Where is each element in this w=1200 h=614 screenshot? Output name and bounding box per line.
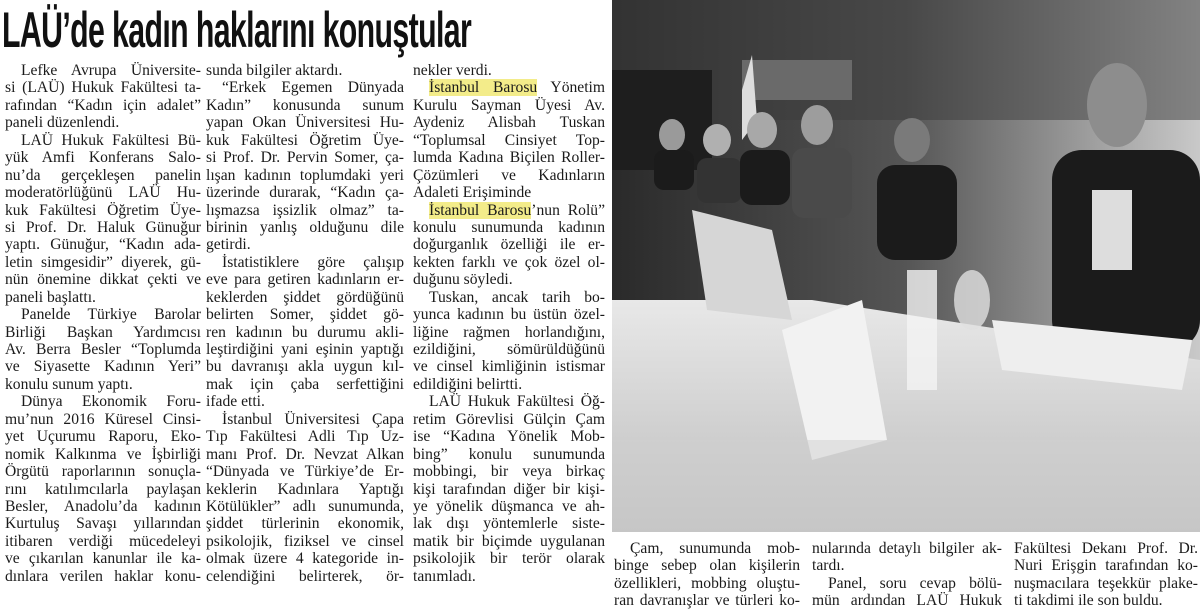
text-line: Çözümleri ve Kadınların: [413, 166, 605, 184]
text-line: Aydeniz Alisbah Tuskan: [413, 114, 605, 132]
text-line: Birliği Başkan Yardımcısı: [5, 323, 201, 341]
text-line: eve para getiren kadınların er-: [206, 271, 404, 289]
article-column-6: [1014, 540, 1198, 610]
text-line: ran davranışlar ve türleri ko-: [614, 592, 800, 610]
text-line: belirten Somer, şiddet gö-: [206, 306, 404, 324]
text-line: manı Prof. Dr. Nevzat Alkan: [206, 445, 404, 463]
text-line: ren kadının bu durumu akli-: [206, 323, 404, 341]
glass: [954, 270, 990, 330]
text-line: ve cinsel kimliğinin istismar: [413, 358, 605, 376]
text-line: Besler, Anadolu’da kadının: [5, 497, 201, 515]
text-line: konulu sunum yaptı.: [5, 375, 133, 393]
text-line: retim Görevlisi Gülçin Çam: [413, 410, 605, 428]
text-line: bing” konulu sunumunda: [413, 445, 605, 463]
text-line: Kurtuluş Savaşı yıllarından: [5, 515, 201, 533]
text-line: yük Amfi Konferans Salo-: [5, 149, 201, 167]
text-line: paneli düzenlendi.: [5, 114, 120, 132]
text-line: İstatistiklere göre çalışıp: [222, 253, 404, 271]
text-line: özellikleri, mobbing oluştu-: [614, 574, 800, 592]
headline: LAÜ’de kadın haklarını konuştular: [2, 2, 472, 58]
text-line: yapan Okan Üniversitesi Hu-: [206, 114, 404, 132]
text-line: leştirdiğini yani eşinin yaptığı: [206, 341, 404, 358]
text-line: keklerin Kadınlara Yaptığı: [206, 480, 404, 498]
text-line: ise “Kadına Yönelik Mob-: [413, 428, 605, 446]
text-line: liğine rağmen horlandığını,: [413, 323, 605, 341]
text-line: keklerden şiddet gördüğünü: [206, 288, 404, 306]
text-line: birinin yanlış olduğunu dile: [206, 218, 404, 236]
text-line: tardı.: [812, 557, 845, 575]
text-line: Tuskan, ancak tarih bo-: [429, 288, 605, 306]
text-line: Tıp Fakültesi Adli Tıp Uz-: [206, 428, 404, 446]
text-line: doğurganlık özelliği ile er-: [413, 236, 605, 254]
text-line: letin simgesidir” diyerek, gü-: [5, 253, 201, 271]
text-line: LAÜ Hukuk Fakültesi Öğ-: [429, 393, 605, 411]
text-line: üzerinde durarak, “Kadın ça-: [206, 184, 404, 202]
text-line: ve çıkarılan kanunlar ile ka-: [5, 550, 201, 568]
text-line: nün önemine dikkat çekti ve: [5, 271, 201, 289]
text-line: tanımladı.: [413, 567, 476, 585]
text-line: paneli başlattı.: [5, 288, 96, 306]
text-line: Panelde Türkiye Barolar: [21, 306, 201, 324]
water-bottle: [907, 270, 937, 390]
text-line: yunca kadının bu üstün özel-: [413, 306, 605, 324]
text-line: mu’nun 2016 Küresel Cinsi-: [5, 410, 201, 428]
highlighted-text: İstanbul Barosu: [429, 79, 538, 97]
article-column-2: [206, 62, 404, 585]
text-line: moderatörlüğünü LAÜ Hu-: [5, 184, 201, 202]
text-line: Lefke Avrupa Üniversite-: [21, 62, 201, 79]
text-line: nekler verdi.: [413, 62, 492, 79]
text-line: bu davranışı akla uygun kıl-: [206, 358, 404, 376]
article-column-5: [812, 540, 1002, 610]
text-line: lumda Kadına Biçilen Roller-: [413, 149, 605, 167]
text-line: nomik Kalkınma ve İşbirliği: [5, 445, 201, 463]
text-line: mak için çaba serfettiğini: [206, 375, 404, 393]
text-line: si Prof. Dr. Pervin Somer, ça-: [206, 149, 404, 167]
text-line: rafından “Kadın için adalet”: [5, 96, 201, 114]
text-line: lışmazsa işsizlik olmaz” ta-: [206, 201, 404, 219]
text-line: İstanbul Barosu Yönetim: [429, 79, 605, 97]
article-column-4: [614, 540, 800, 610]
text-line: psikolojik bir terör olarak: [413, 550, 605, 568]
text-line: Av. Berra Besler “Toplumda: [5, 341, 201, 358]
text-line: duğunu söyledi.: [413, 271, 513, 289]
text-line: ve Siyasette Kadının Yeri”: [5, 358, 201, 376]
text-line: İstanbul Barosu’nun Rolü”: [429, 201, 605, 219]
text-line: LAÜ Hukuk Fakültesi Bü-: [21, 131, 201, 149]
text-line: Adaleti Erişiminde: [413, 184, 532, 202]
text-line: “Toplumsal Cinsiyet Top-: [413, 131, 605, 149]
text-line: getirdi.: [206, 236, 251, 254]
text-line: Kurulu Sayman Üyesi Av.: [413, 96, 605, 114]
text-line: nu’da gerçekleşen panelin: [5, 166, 201, 184]
article-column-3: [413, 62, 605, 585]
text-line: celendiğini belirterek, ör-: [206, 567, 404, 585]
text-line: psikolojik, fiziksel ve cinsel: [206, 532, 404, 550]
text-line: itibaren verdiği mücedeleyi: [5, 532, 201, 550]
text-line: kuk Fakültesi Öğretim Üye-: [206, 131, 404, 149]
text-line: kişi tarafından diğer bir kişi-: [413, 480, 605, 498]
text-line: ti takdimi ile son buldu.: [1014, 592, 1163, 610]
text-line: si (LAÜ) Hukuk Fakültesi ta-: [5, 79, 201, 97]
text-line: konulu sunumunda kadının: [413, 218, 605, 236]
text-line: Örgütü raporlarının sonuçla-: [5, 463, 201, 481]
text-line: Fakültesi Dekanı Prof. Dr.: [1014, 540, 1198, 557]
text-line: yaptı. Günuğur, “Kadın ada-: [5, 236, 201, 254]
panel-photo: [612, 0, 1200, 532]
highlighted-text: İstanbul Barosu: [429, 201, 532, 219]
text-line: ye yönelik düşmanca ve ah-: [413, 497, 605, 515]
text-line: nularında detaylı bilgiler ak-: [812, 540, 1002, 557]
text-line: binge sebep olan kişilerin: [614, 557, 800, 575]
text-line: sunda bilgiler aktardı.: [206, 62, 343, 79]
text-line: lışan kadının toplumdaki yeri: [206, 166, 404, 184]
text-line: kekten farklı ve çok özel ol-: [413, 253, 605, 271]
text-line: mün ardından LAÜ Hukuk: [812, 592, 1002, 610]
text-line: rını katılımcılarla paylaşan: [5, 480, 201, 498]
text-line: Çam, sunumunda mob-: [630, 540, 800, 557]
text-line: “Erkek Egemen Dünyada: [222, 79, 404, 97]
text-line: ezildiğini, sömürüldüğünü: [413, 341, 605, 358]
text-line: edildiğini belirtti.: [413, 375, 523, 393]
text-line: İstanbul Üniversitesi Çapa: [222, 410, 404, 428]
text-line: “Dünyada ve Türkiye’de Er-: [206, 463, 404, 481]
text-line: Nuri Erişgin tarafından ko-: [1014, 557, 1198, 575]
text-line: olmak üzere 4 kategoride in-: [206, 550, 404, 568]
text-line: Kötülükler” adlı sunumunda,: [206, 497, 404, 515]
text-line: kuk Fakültesi Öğretim Üye-: [5, 201, 201, 219]
text-line: lak dışı yöntemlerle siste-: [413, 515, 605, 533]
text-line: Kadın” konusunda sunum: [206, 96, 404, 114]
text-line: yet Uçurumu Raporu, Eko-: [5, 428, 201, 446]
text-line: ifade etti.: [206, 393, 265, 411]
article-column-1: [5, 62, 201, 585]
text-line: Panel, soru cevap bölü-: [828, 574, 1002, 592]
text-line: nuşmacılara teşekkür plake-: [1014, 574, 1198, 592]
text-line: Dünya Ekonomik Foru-: [21, 393, 201, 411]
text-line: matik bir biçimde uygulanan: [413, 532, 605, 550]
text-line: mobbingi, bir veya birkaç: [413, 463, 605, 481]
text-line: dınlara verilen haklar konu-: [5, 567, 201, 585]
text-line: şiddet türlerinin ekonomik,: [206, 515, 404, 533]
text-line: si Prof. Dr. Haluk Günuğur: [5, 218, 201, 236]
